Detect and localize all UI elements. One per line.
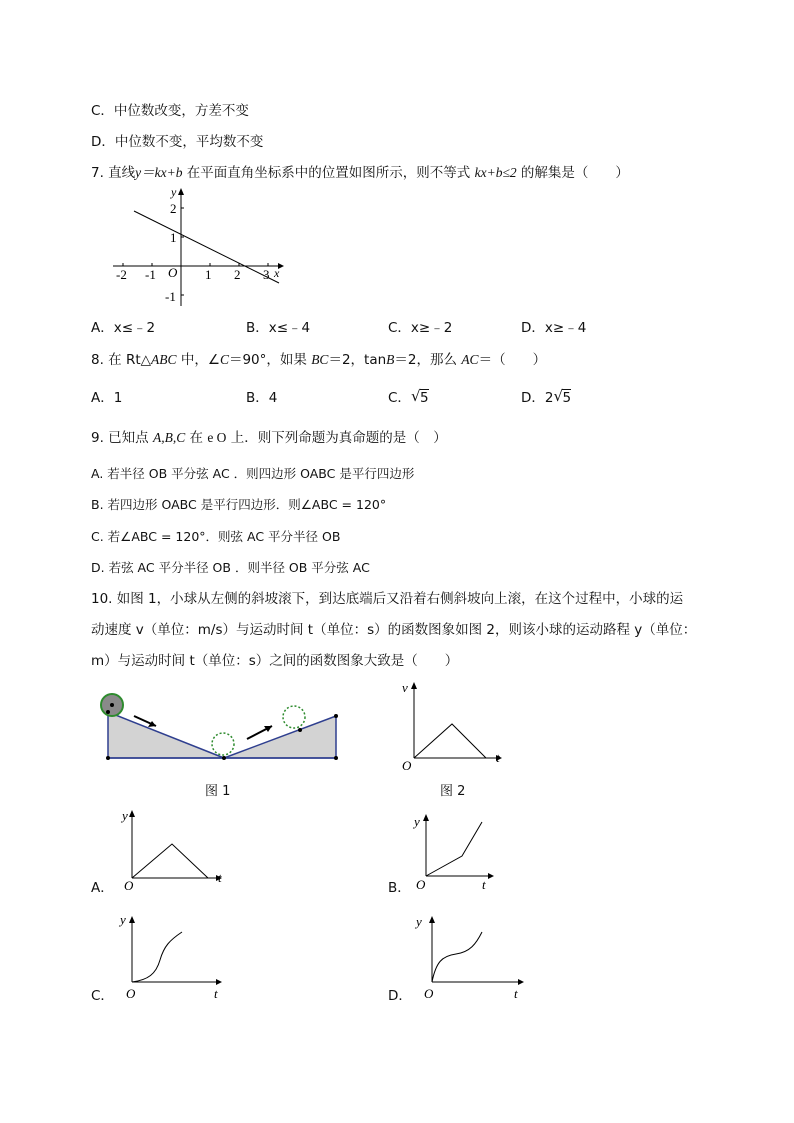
q10-stem-line2: 动速度 v（单位：m/s）与运动时间 t（单位：s）的函数图象如图 2，则该小球的运动路程 y（单位： <box>91 622 697 638</box>
curve-c <box>132 932 182 982</box>
curve-b <box>426 822 482 876</box>
sqrt-symbol: √ <box>410 387 421 405</box>
q8-option-b: B．4 <box>246 390 278 406</box>
q10-option-d: D． <box>388 988 412 1004</box>
fig2-y-label: v <box>402 680 408 695</box>
svg-text:t: t <box>218 870 222 885</box>
q7-graph <box>108 186 288 311</box>
curve-d <box>432 932 482 982</box>
svg-text:y: y <box>120 912 126 927</box>
q10-option-a: A． <box>91 880 114 896</box>
q10-option-a-graph <box>120 808 230 893</box>
ball-top <box>283 706 305 728</box>
q9-option-b: B. 若四边形 OABC 是平行四边形．则∠ABC = 120° <box>91 497 387 512</box>
q10-option-d-graph <box>412 910 532 1000</box>
q10-stem-line1: 10. 如图 1，小球从左侧的斜坡滚下，到达底端后又沿着右侧斜坡向上滚，在这个过程中，小球的运 <box>91 591 684 607</box>
q8-option-c: C． √ 5 <box>388 387 429 406</box>
q8-stem: 8. 在 Rt△ABC 中，∠C＝90°，如果 BC＝2，tanB＝2，那么 AC＝（ ） <box>91 352 547 368</box>
q7-option-c: C．x≥﹣2 <box>388 320 453 336</box>
fig2-x-label: t <box>496 750 500 765</box>
curve-a <box>132 844 208 878</box>
ball-bottom <box>212 733 234 755</box>
q7-option-b: B．x≤﹣4 <box>246 320 311 336</box>
v-t-curve <box>414 724 486 758</box>
q6-option-c: C．中位数改变，方差不变 <box>91 103 249 119</box>
q9-stem: 9. 已知点 A,B,C 在 e O 上．则下列命题为真命题的是（ ） <box>91 430 447 446</box>
svg-text:y: y <box>122 808 128 823</box>
fig2-caption: 图 2 <box>440 784 466 799</box>
q10-figure-2 <box>398 680 508 773</box>
svg-text:O: O <box>416 877 426 892</box>
q7-stem: 7. 直线y＝kx+b 在平面直角坐标系中的位置如图所示，则不等式 kx+b≤2 的解集是（ ） <box>91 165 629 181</box>
q7-ytick-1: 1 <box>170 230 177 245</box>
q7-y-label: y <box>171 185 177 199</box>
svg-text:y: y <box>416 914 422 929</box>
svg-text:t: t <box>514 986 518 1001</box>
q7-y-arrow <box>178 188 184 195</box>
q10-option-c-graph <box>118 910 228 1000</box>
q7-xtick-3: 3 <box>263 267 270 282</box>
fig2-origin: O <box>402 758 412 773</box>
q6-option-d: D．中位数不变，平均数不变 <box>91 134 264 150</box>
q7-xtick-neg2: -2 <box>116 267 127 282</box>
svg-text:t: t <box>214 986 218 1001</box>
q10-figure-1 <box>96 686 346 766</box>
svg-text:t: t <box>482 877 486 892</box>
q7-origin: O <box>168 265 178 280</box>
q7-ytick-neg1: -1 <box>165 289 176 304</box>
q10-option-c: C． <box>91 988 114 1004</box>
q10-stem-line3: m）与运动时间 t（单位：s）之间的函数图象大致是（ ） <box>91 653 459 669</box>
q7-option-d: D．x≥﹣4 <box>521 320 587 336</box>
svg-text:O: O <box>424 986 434 1001</box>
left-slope <box>108 712 224 758</box>
q10-option-b-graph <box>412 812 512 890</box>
sqrt-symbol: √ <box>553 387 564 405</box>
q8-option-a: A．1 <box>91 390 123 406</box>
right-slope <box>224 716 336 758</box>
q9-option-c: C. 若∠ABC = 120°．则弦 AC 平分半径 OB <box>91 529 341 544</box>
q7-option-a: A．x≤﹣2 <box>91 320 156 336</box>
svg-text:y: y <box>414 814 420 829</box>
q7-x-label: x <box>274 266 280 280</box>
q7-xtick-2: 2 <box>234 267 241 282</box>
svg-text:O: O <box>124 878 134 893</box>
q7-ytick-2: 2 <box>170 201 177 216</box>
q10-option-b: B． <box>388 880 411 896</box>
fig1-caption: 图 1 <box>205 784 231 799</box>
q9-option-a: A. 若半径 OB 平分弦 AC ．则四边形 OABC 是平行四边形 <box>91 466 415 481</box>
q7-xtick-neg1: -1 <box>145 267 156 282</box>
svg-text:O: O <box>126 986 136 1001</box>
q8-option-d: D．2 √ 5 <box>521 387 572 406</box>
q9-option-d: D. 若弦 AC 平分半径 OB ．则半径 OB 平分弦 AC <box>91 560 370 575</box>
q7-xtick-1: 1 <box>205 267 212 282</box>
